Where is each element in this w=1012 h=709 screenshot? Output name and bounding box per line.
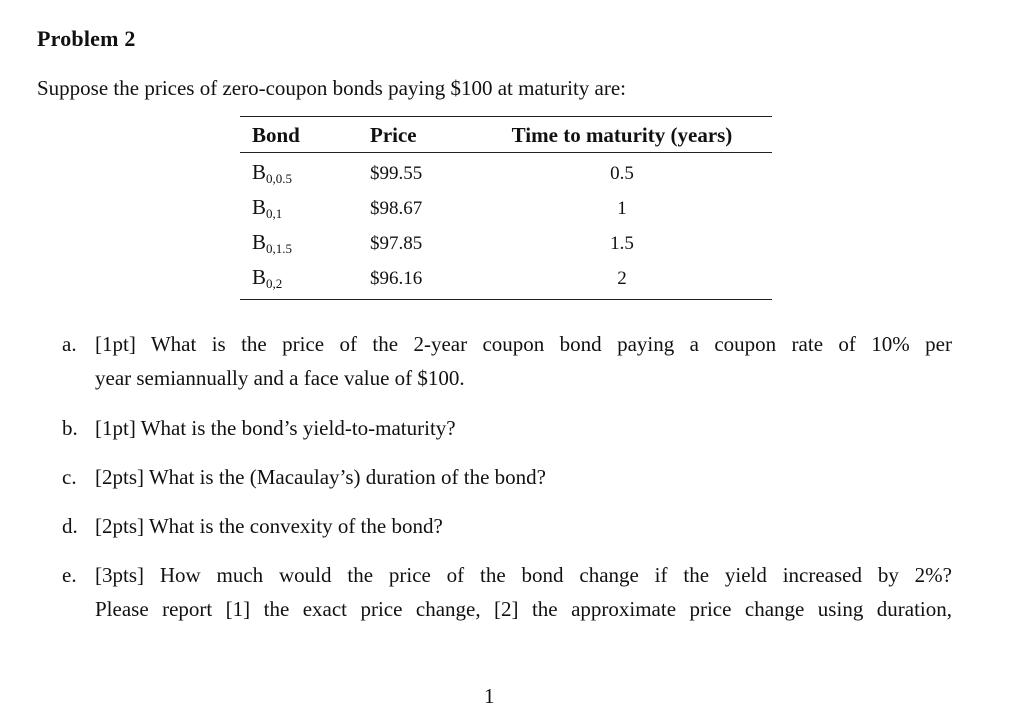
time-cell: 2 (617, 267, 627, 289)
question-line: Please report [1] the exact price change, [2] the approximate price change using duration, (95, 597, 952, 621)
bond-subscript: 0,2 (266, 276, 283, 291)
price-cell: $97.85 (370, 232, 423, 254)
intro-text: Suppose the prices of zero-coupon bonds paying $100 at maturity are: (37, 76, 627, 100)
problem-heading: Problem 2 (37, 26, 136, 51)
table-row (240, 191, 772, 226)
column-header-price: Price (370, 122, 417, 147)
bond-cell (240, 191, 358, 226)
question-line: [1pt] What is the price of the 2-year coupon bond paying a coupon rate of 10% per (95, 332, 952, 356)
bond-symbol: B (252, 160, 267, 184)
time-cell: 0.5 (610, 162, 634, 184)
column-header-bond: Bond (252, 122, 300, 147)
question-letter: b. (62, 416, 78, 440)
question-letter: d. (62, 514, 78, 538)
question-line: [3pts] How much would the price of the bond change if the yield increased by 2%? (95, 563, 952, 587)
price-cell: $99.55 (370, 162, 423, 184)
question-body (95, 327, 952, 395)
question-line: [2pts] What is the (Macaulay’s) duration of the bond? (95, 465, 546, 489)
bond-cell (240, 226, 358, 261)
table-row (240, 153, 772, 192)
question-body (95, 558, 952, 626)
question-body (95, 509, 952, 543)
table-row (240, 226, 772, 261)
column-header-time: Time to maturity (years) (511, 122, 733, 147)
bond-cell (240, 261, 358, 300)
question-body (95, 460, 952, 494)
bond-price-table (240, 116, 772, 300)
bond-cell (240, 153, 358, 192)
price-cell: $98.67 (370, 197, 423, 219)
bond-symbol: B (252, 265, 267, 289)
price-cell: $96.16 (370, 267, 423, 289)
question-letter: e. (62, 563, 77, 587)
bond-symbol: B (252, 195, 267, 219)
question-line: [1pt] What is the bond’s yield-to-maturity? (95, 416, 456, 440)
time-cell: 1 (617, 197, 627, 219)
question-letter: a. (62, 332, 77, 356)
table-row (240, 261, 772, 300)
bond-subscript: 0,1 (266, 206, 283, 221)
bond-subscript: 0,1.5 (266, 241, 293, 256)
question-body (95, 411, 952, 445)
time-cell: 1.5 (610, 232, 634, 254)
bond-subscript: 0,0.5 (266, 171, 293, 186)
question-line: year semiannually and a face value of $100. (95, 366, 465, 390)
question-line: [2pts] What is the convexity of the bond? (95, 514, 443, 538)
question-letter: c. (62, 465, 77, 489)
bond-symbol: B (252, 230, 267, 254)
page-number: 1 (484, 684, 495, 708)
table-header-row (240, 117, 772, 153)
